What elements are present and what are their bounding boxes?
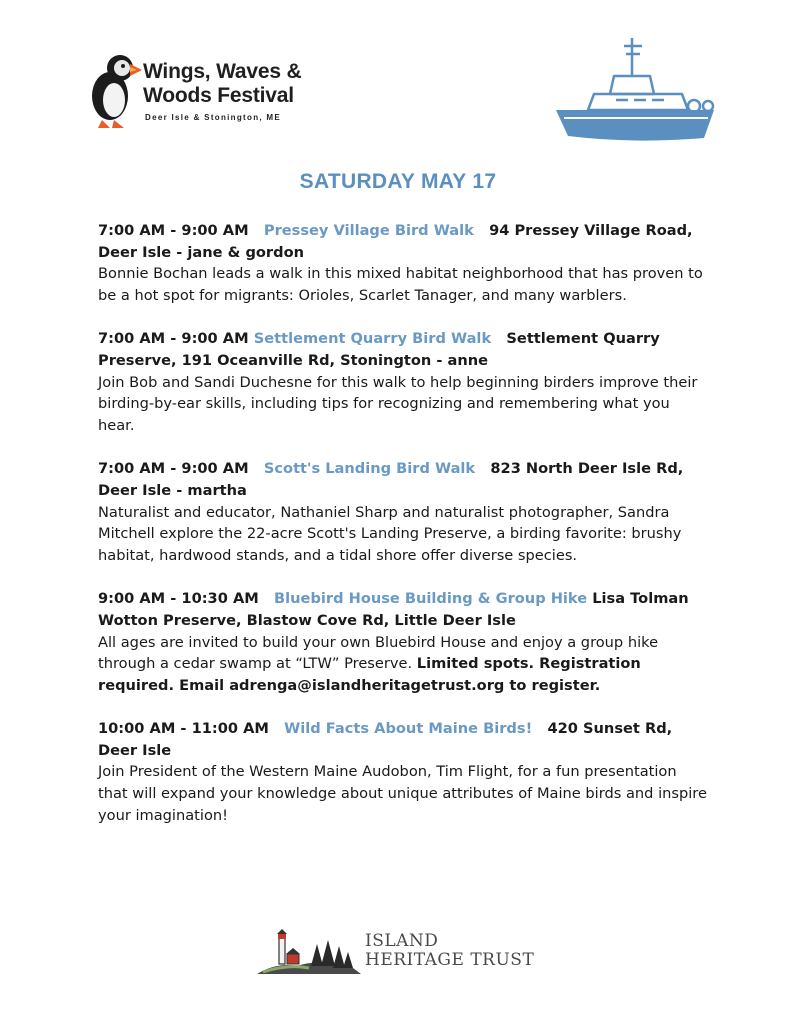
event-time: 10:00 AM - 11:00 AM <box>98 720 269 738</box>
festival-title <box>143 60 301 108</box>
event-item <box>98 328 710 436</box>
event-item <box>98 588 710 696</box>
event-description: Naturalist and educator, Nathaniel Sharp and naturalist photographer, Sandra Mitchell explore the 22-acre Scott's Landing Preserve, a birding favorite: brushy habitat, hardwood stands, and a tidal shore offer diverse species. <box>98 503 682 564</box>
event-item <box>98 458 710 566</box>
org-name-line1: ISLAND <box>365 931 439 951</box>
event-location: 823 North Deer Isle Rd, Deer Isle - martha <box>98 460 684 499</box>
event-list <box>98 220 710 848</box>
boat-icon <box>554 36 716 146</box>
event-header <box>98 328 710 371</box>
event-time: 9:00 AM - 10:30 AM <box>98 590 259 608</box>
event-location: 420 Sunset Rd, Deer Isle <box>98 720 673 759</box>
day-heading: SATURDAY MAY 17 <box>299 170 497 193</box>
event-description <box>98 632 710 697</box>
event-title: Settlement Quarry Bird Walk <box>253 330 492 348</box>
event-location: Lisa Tolman Wotton Preserve, Blastow Cove Rd, Little Deer Isle <box>98 590 689 629</box>
event-description-text: All ages are invited to build your own Bluebird House and enjoy a group hike through a cedar swamp at “LTW” Preserve. <box>98 633 659 673</box>
event-description: Join Bob and Sandi Duchesne for this walk to help beginning birders improve their birding-by-ear skills, including tips for recognizing and remembering what you hear. <box>98 373 698 434</box>
festival-title-line1: Wings, Waves & <box>143 60 302 83</box>
event-item <box>98 718 710 826</box>
event-header <box>98 220 710 263</box>
island-heritage-trust-logo <box>257 928 547 978</box>
event-time: 7:00 AM - 9:00 AM <box>98 460 249 478</box>
event-header <box>98 588 710 631</box>
org-name-line2: HERITAGE TRUST <box>365 950 535 970</box>
event-description: Bonnie Bochan leads a walk in this mixed habitat neighborhood that has proven to be a hot spot for migrants: Orioles, Scarlet Tanager, and many warblers. <box>98 265 703 304</box>
festival-title-line2: Woods Festival <box>143 84 294 107</box>
event-title: Bluebird House Building & Group Hike <box>274 590 588 608</box>
event-item <box>98 220 710 306</box>
event-title: Pressey Village Bird Walk <box>263 222 474 239</box>
festival-logo <box>84 50 324 130</box>
puffin-icon <box>84 50 142 130</box>
event-header <box>98 458 710 501</box>
festival-subtitle: Deer Isle & Stonington, ME <box>145 113 282 122</box>
event-registration-note: Limited spots. Registration required. Email adrenga@islandheritagetrust.org to register. <box>98 655 641 694</box>
event-time: 7:00 AM - 9:00 AM <box>98 330 249 348</box>
org-name <box>365 932 534 970</box>
event-location: Settlement Quarry Preserve, 191 Oceanville Rd, Stonington - anne <box>98 330 660 369</box>
event-time: 7:00 AM - 9:00 AM <box>98 222 249 239</box>
event-header <box>98 718 710 761</box>
event-location: 94 Pressey Village Road, Deer Isle - jane & gordon <box>98 222 693 261</box>
event-title: Scott's Landing Bird Walk <box>263 460 476 478</box>
event-title: Wild Facts About Maine Birds! <box>284 720 533 738</box>
island-lighthouse-icon <box>257 928 361 978</box>
event-description: Join President of the Western Maine Audobon, Tim Flight, for a fun presentation that will expand your knowledge about unique attributes of Maine birds and inspire your imagination! <box>98 763 707 824</box>
